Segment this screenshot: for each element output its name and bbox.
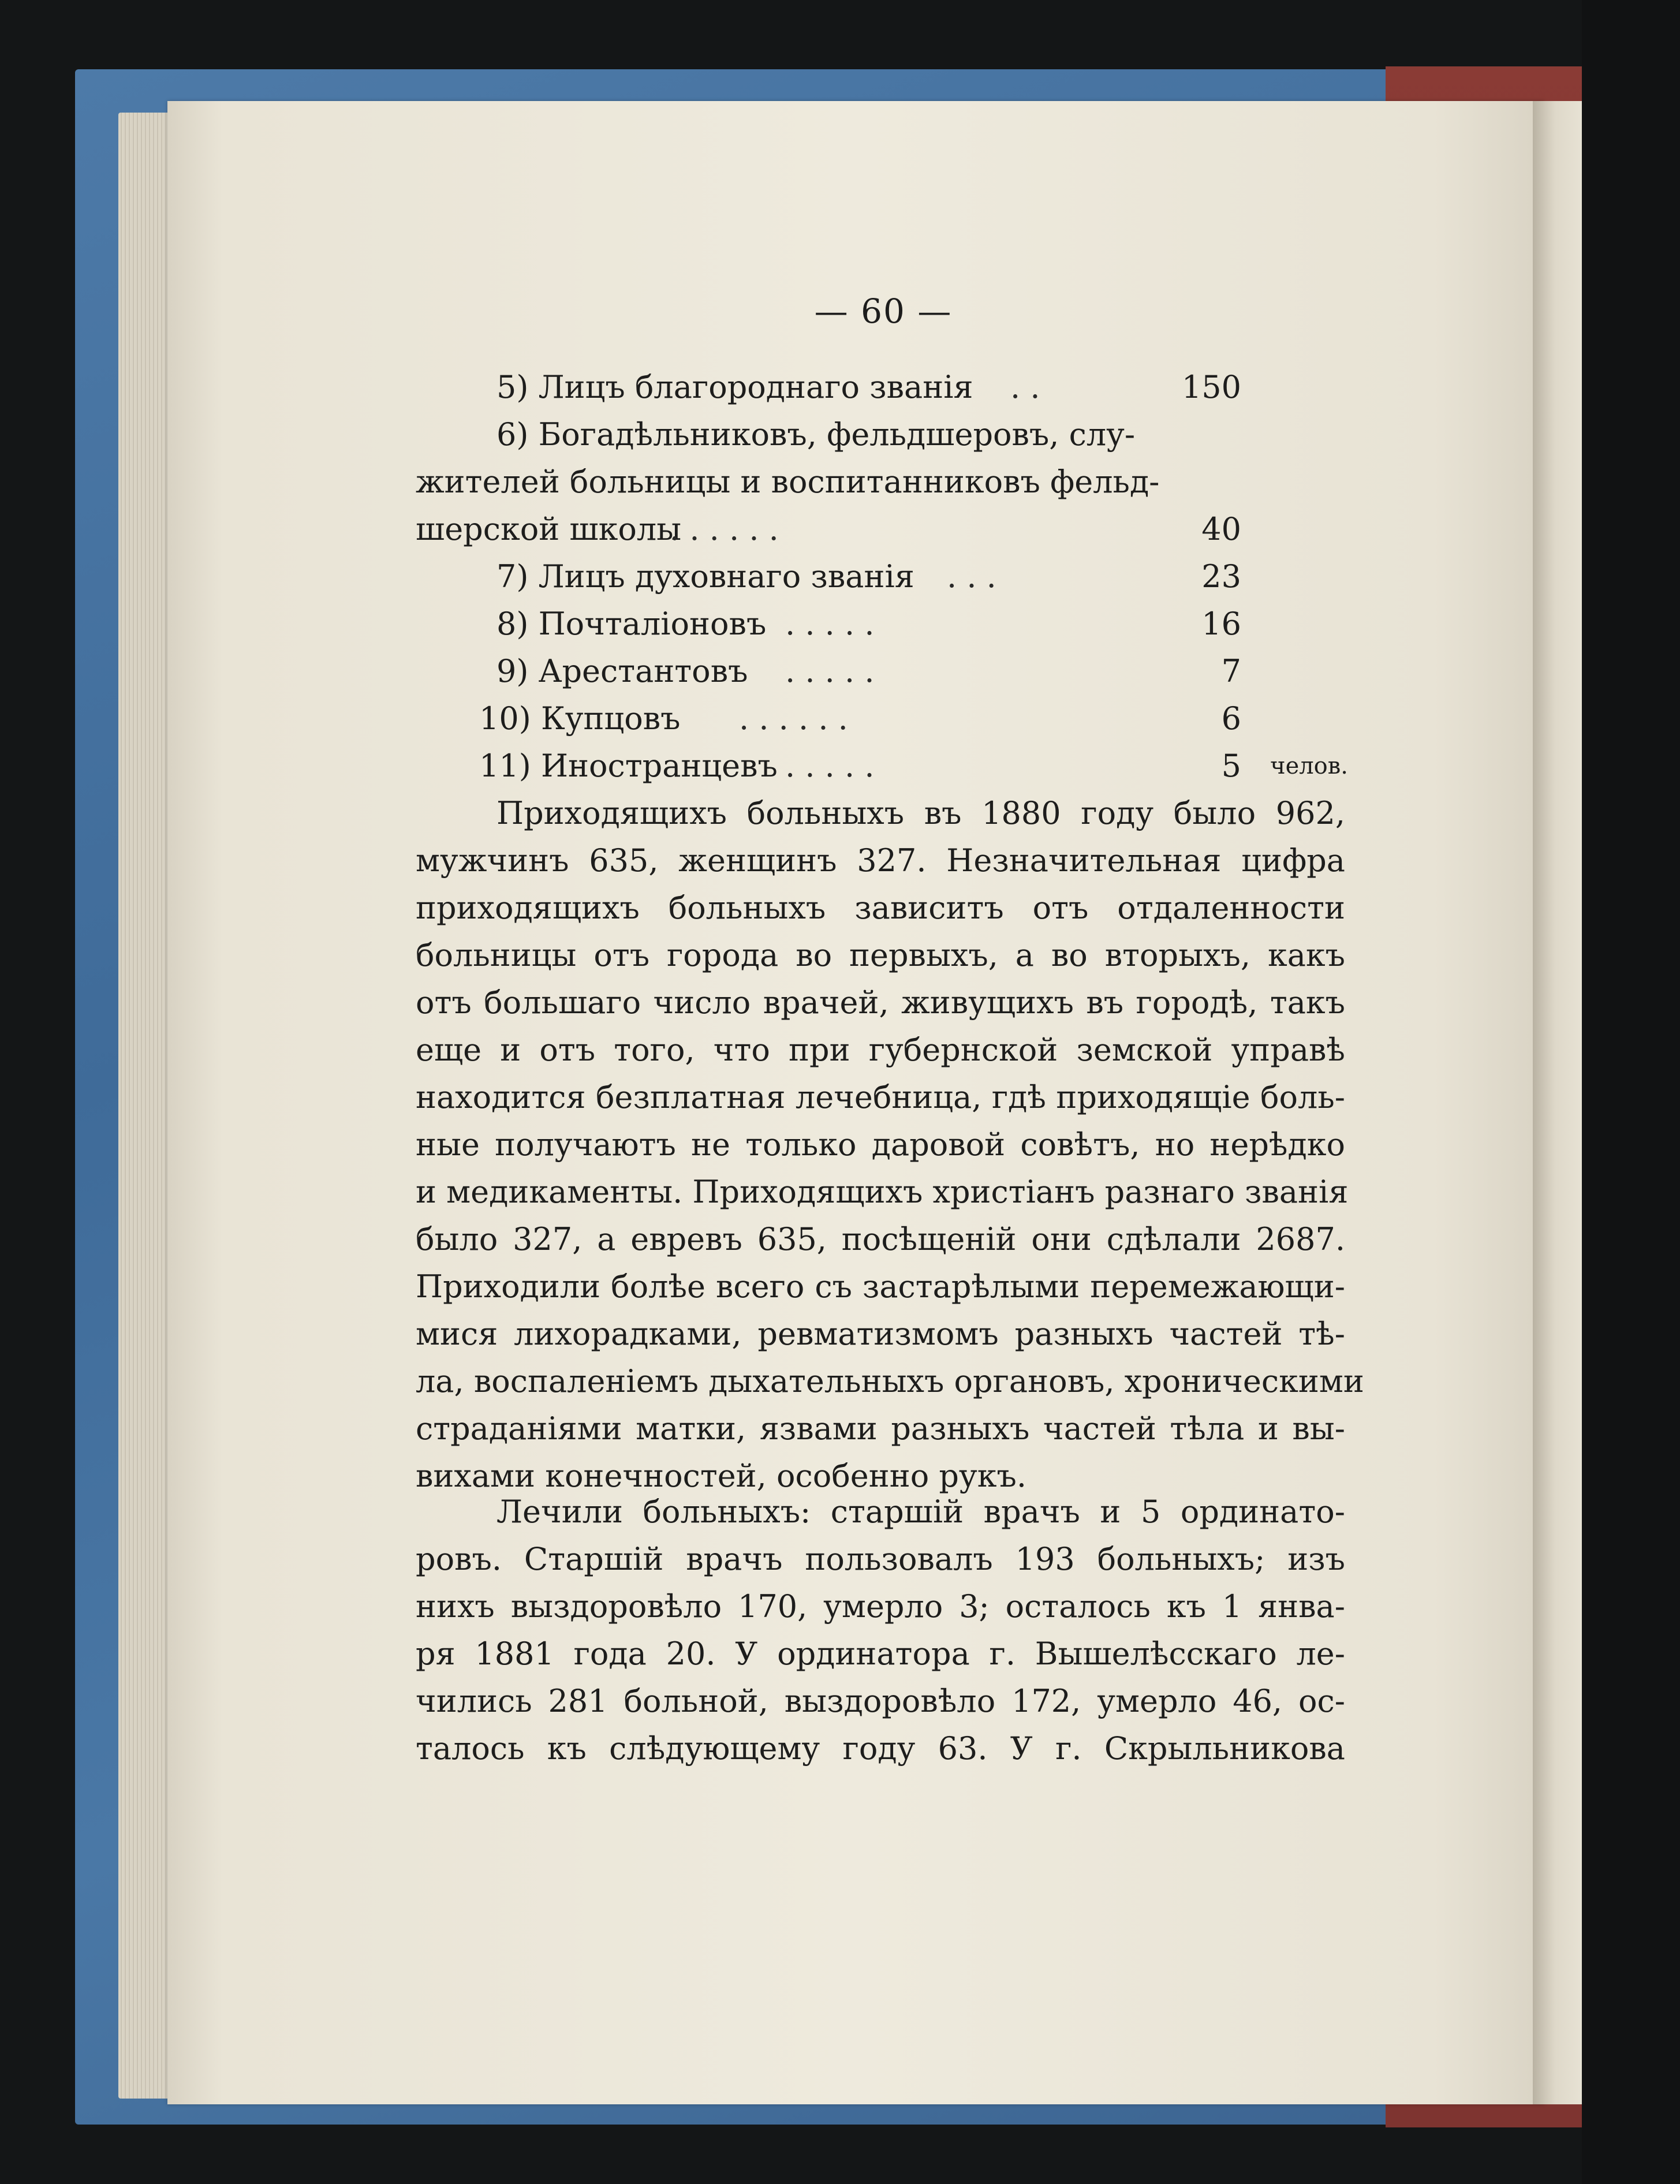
list-item-value: 7 xyxy=(1221,653,1241,689)
list-item xyxy=(416,648,1345,695)
text-line: ла, воспаленіемъ дыхательныхъ органовъ, хроническими xyxy=(416,1363,1364,1399)
list-item xyxy=(416,506,1345,553)
text-line: отъ большаго число врачей, живущихъ въ городѣ, такъ xyxy=(416,984,1345,1021)
text-line: Приходящихъ больныхъ въ 1880 году было 962, xyxy=(496,795,1345,831)
list-item xyxy=(416,742,1348,790)
text-line: вихами конечностей, особенно рукъ. xyxy=(416,1458,1027,1494)
page-gutter xyxy=(1533,101,1582,2104)
list-item xyxy=(416,695,1345,742)
list-item-value: 6 xyxy=(1221,700,1241,737)
text-line: Лечили больныхъ: старшій врачъ и 5 ординато- xyxy=(496,1494,1345,1530)
text-line: больницы отъ города во первыхъ, а во вторыхъ, какъ xyxy=(416,937,1345,973)
text-line: и медикаменты. Приходящихъ христіанъ разнаго званія xyxy=(416,1174,1349,1210)
background-right xyxy=(1582,0,1680,2184)
list-item-value: 40 xyxy=(1201,511,1241,547)
list-item-value: 23 xyxy=(1201,558,1241,595)
text-line: талось къ слѣдующему году 63. У г. Скрыльникова xyxy=(416,1730,1345,1767)
paragraph-physicians xyxy=(416,1488,1345,1772)
text-line: мися лихорадками, ревматизмомъ разныхъ частей тѣ- xyxy=(416,1316,1345,1352)
list-item xyxy=(416,553,1345,600)
leader-dots: . . . xyxy=(947,558,996,595)
list-item xyxy=(416,458,1345,506)
list-item-value: 5 xyxy=(1221,748,1241,784)
leader-dots: . . . . . xyxy=(785,748,875,784)
list-item-value: 16 xyxy=(1201,606,1241,642)
paragraph-outpatients xyxy=(416,790,1364,1500)
list-item-label: 9) Арестантовъ xyxy=(496,653,748,689)
statistics-list xyxy=(416,364,1348,790)
page-number: — 60 — xyxy=(814,292,953,331)
leader-dots: . . . . . . xyxy=(670,511,779,547)
list-item-label: 6) Богадѣльниковъ, фельдшеровъ, слу- xyxy=(496,416,1136,453)
text-line: находится безплатная лечебница, гдѣ приходящіе боль- xyxy=(416,1079,1345,1115)
leader-dots: . . xyxy=(1010,369,1040,405)
text-line: чились 281 больной, выздоровѣло 172, умерло 46, ос- xyxy=(416,1683,1345,1719)
list-item-value: 150 xyxy=(1181,369,1241,405)
text-line: ровъ. Старшій врачъ пользовалъ 193 больныхъ; изъ xyxy=(416,1541,1345,1577)
leader-dots: . . . . . xyxy=(785,653,875,689)
text-line: приходящихъ больныхъ зависитъ отъ отдаленности xyxy=(416,890,1345,926)
leader-dots: . . . . . . xyxy=(739,700,848,737)
list-item-unit: челов. xyxy=(1270,753,1348,779)
list-item-label: 10) Купцовъ xyxy=(479,700,681,737)
leader-dots: . . . . . xyxy=(785,606,875,642)
list-item-label: 8) Почталіоновъ xyxy=(496,606,767,642)
text-line: ные получаютъ не только даровой совѣтъ, но нерѣдко xyxy=(416,1126,1345,1163)
list-item-label: 11) Иностранцевъ xyxy=(479,748,778,784)
list-item-label: 7) Лицъ духовнаго званія xyxy=(496,558,914,595)
list-item xyxy=(416,600,1345,648)
text-line: Приходили болѣе всего съ застарѣлыми перемежающи- xyxy=(416,1268,1345,1305)
text-line: мужчинъ 635, женщинъ 327. Незначительная цифра xyxy=(416,842,1345,879)
list-item-label: шерской школы xyxy=(416,511,682,547)
list-item-label: 5) Лицъ благороднаго званія xyxy=(496,369,973,405)
list-item-label: жителей больницы и воспитанниковъ фельд- xyxy=(416,464,1160,500)
text-line: ря 1881 года 20. У ординатора г. Вышелѣсскаго ле- xyxy=(416,1636,1345,1672)
list-item xyxy=(416,364,1345,411)
text-line: страданіями матки, язвами разныхъ частей тѣла и вы- xyxy=(416,1410,1345,1447)
list-item xyxy=(416,411,1345,458)
text-line: было 327, а евревъ 635, посѣщеній они сдѣлали 2687. xyxy=(416,1221,1345,1257)
text-line: нихъ выздоровѣло 170, умерло 3; осталось къ 1 янва- xyxy=(416,1588,1345,1625)
text-line: еще и отъ того, что при губернской земской управѣ xyxy=(416,1032,1345,1068)
